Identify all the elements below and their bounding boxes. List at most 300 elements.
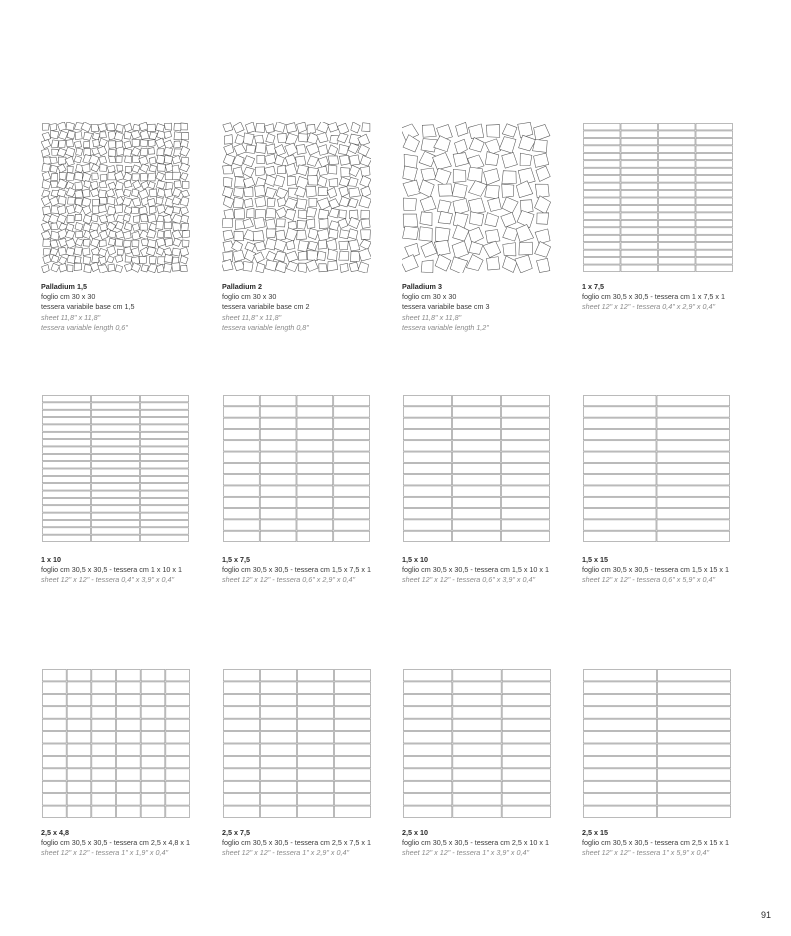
tile: [404, 694, 452, 705]
tile: [261, 732, 297, 743]
tile: [57, 214, 66, 223]
page-number: 91: [761, 910, 772, 920]
tile: [166, 732, 190, 743]
tile: [180, 256, 188, 264]
tile: [351, 252, 360, 262]
tile: [84, 132, 93, 140]
tile: [318, 145, 328, 156]
tile: [298, 732, 334, 743]
tile: [297, 475, 333, 485]
tile: [92, 670, 116, 681]
tile: [43, 670, 67, 681]
tile: [308, 241, 318, 251]
tile: [115, 255, 123, 263]
tile: [432, 152, 451, 169]
tile: [92, 520, 140, 526]
tile: [224, 719, 260, 730]
tile: [334, 407, 370, 417]
tile: [452, 241, 468, 259]
tile: [499, 137, 516, 154]
tile: [76, 231, 83, 238]
tile: [99, 181, 107, 188]
tile: [584, 441, 657, 451]
tile: [453, 794, 501, 805]
tile: [100, 174, 107, 181]
tile: [297, 520, 333, 530]
tile: [306, 219, 315, 229]
product-title: 2,5 x 15: [582, 828, 608, 837]
tile: [131, 130, 141, 139]
tile: [141, 528, 189, 534]
tile: [419, 180, 434, 198]
tile: [621, 228, 658, 234]
tile: [92, 254, 100, 262]
tile: [621, 205, 658, 211]
tile: [318, 240, 327, 249]
tile: [298, 251, 307, 260]
tile: [621, 176, 658, 182]
sheet-spec-en: sheet 12" x 12" - tessera 0,4" x 2,9" x 0,4": [582, 302, 716, 312]
tile: [450, 257, 468, 273]
sheet-spec-it: foglio cm 30 x 30: [222, 292, 277, 302]
tile: [124, 141, 132, 149]
tile: [584, 168, 621, 174]
tile: [180, 207, 188, 215]
product-caption: [41, 555, 231, 586]
tile: [421, 168, 436, 181]
tile: [584, 486, 657, 496]
tile: [696, 213, 733, 219]
tile: [267, 198, 275, 206]
tile: [584, 756, 657, 767]
tile: [453, 781, 501, 792]
tile: [298, 794, 334, 805]
tile: [453, 682, 501, 693]
tile: [91, 124, 98, 131]
tile: [584, 732, 657, 743]
sheet-spec-it: foglio cm 30,5 x 30,5 - tessera cm 2,5 x 7,5 x 1: [222, 838, 372, 848]
tile: [621, 168, 658, 174]
tile: [339, 144, 349, 154]
tile: [453, 407, 501, 417]
tile: [156, 247, 164, 255]
tile: [107, 246, 116, 256]
tile: [82, 164, 90, 173]
tile: [438, 184, 453, 196]
tile: [260, 486, 296, 496]
tile: [502, 694, 550, 705]
tile: [75, 214, 82, 220]
tile: [43, 469, 91, 475]
tile: [696, 235, 733, 241]
tile: [659, 265, 696, 271]
tile: [117, 682, 141, 693]
tile: [117, 165, 123, 171]
tile: [141, 756, 165, 767]
tile: [659, 198, 696, 204]
tile: [224, 794, 260, 805]
tile-pattern-swatch: [582, 394, 731, 543]
tile: [223, 187, 234, 198]
tile: [90, 223, 99, 231]
tile: [253, 231, 264, 241]
tile: [58, 229, 67, 239]
tile: [335, 756, 371, 767]
tile: [174, 141, 181, 148]
tile: [466, 255, 483, 271]
tile: [165, 230, 172, 238]
tile: [453, 418, 501, 428]
tile: [75, 182, 83, 190]
tile: [266, 229, 276, 238]
tile: [260, 429, 296, 439]
tile: [131, 248, 139, 257]
tile: [274, 175, 285, 187]
tile: [157, 164, 165, 172]
tile: [341, 168, 350, 177]
tile: [117, 806, 141, 817]
tile: [50, 165, 57, 172]
tile: [108, 172, 116, 180]
tile: [286, 251, 298, 262]
tile: [43, 239, 51, 247]
tile: [156, 180, 165, 189]
product-title: 1,5 x 10: [402, 555, 428, 564]
tile: [435, 254, 451, 271]
tile-pattern-swatch: [222, 394, 371, 543]
product-2-5x15: [582, 668, 762, 858]
tile: [43, 206, 51, 215]
tile: [452, 183, 467, 198]
tile: [334, 396, 370, 406]
tile: [141, 719, 165, 730]
tile: [92, 682, 116, 693]
tile: [404, 429, 452, 439]
tile: [74, 263, 82, 271]
tile: [403, 226, 419, 239]
tile: [453, 199, 469, 215]
tile: [502, 452, 550, 462]
product-palladium-2: [222, 122, 402, 332]
tile: [658, 707, 731, 718]
tile: [502, 396, 550, 406]
tile: [132, 240, 139, 247]
tile: [149, 206, 156, 214]
tile: [43, 462, 91, 468]
tile: [117, 732, 141, 743]
tile: [92, 707, 116, 718]
tile: [182, 181, 189, 188]
tile: [141, 694, 165, 705]
tile: [502, 756, 550, 767]
tile: [404, 497, 452, 507]
tile: [67, 265, 73, 272]
tile: [502, 418, 550, 428]
tile: [148, 264, 158, 273]
tile: [584, 429, 657, 439]
tile: [67, 130, 75, 139]
tile: [404, 475, 452, 485]
tile: [42, 171, 51, 180]
tile: [264, 166, 275, 176]
tile: [360, 176, 371, 188]
tile: [117, 719, 141, 730]
tile: [92, 396, 140, 402]
tile: [534, 153, 549, 167]
product-caption: [222, 282, 412, 333]
product-caption: [582, 282, 772, 313]
tile: [157, 257, 165, 265]
tile: [404, 682, 452, 693]
sheet-spec-en: sheet 12" x 12" - tessera 0,4" x 3,9" x 0,4": [41, 575, 175, 585]
tile: [404, 806, 452, 817]
tile: [149, 157, 156, 165]
tile: [99, 138, 107, 147]
product-1x10: [41, 394, 221, 585]
tile: [335, 744, 371, 755]
tile: [99, 215, 108, 223]
tile: [125, 166, 132, 172]
tile: [349, 240, 360, 251]
tile: [82, 206, 91, 215]
tile: [502, 486, 550, 496]
tile: [657, 396, 730, 406]
tile: [100, 132, 107, 138]
tile: [537, 213, 549, 224]
tile: [254, 217, 266, 228]
tile: [584, 475, 657, 485]
tile: [328, 156, 339, 165]
tile: [502, 497, 550, 507]
tile: [453, 509, 501, 519]
tile: [149, 132, 157, 139]
tile: [261, 682, 297, 693]
tile: [502, 744, 550, 755]
tile: [358, 262, 369, 273]
tile: [50, 123, 57, 131]
tile: [584, 235, 621, 241]
tile: [140, 148, 148, 156]
tile: [223, 165, 233, 174]
tile: [108, 149, 116, 156]
tile: [149, 189, 157, 197]
sheet-spec-en: sheet 12" x 12" - tessera 0,6" x 2,9" x 0,4": [222, 575, 356, 585]
tile: [328, 249, 338, 260]
tile: [584, 694, 657, 705]
tile: [173, 207, 181, 214]
tile: [166, 719, 190, 730]
tile: [584, 682, 657, 693]
tile: [141, 425, 189, 431]
tile: [83, 239, 90, 246]
tile: [584, 250, 621, 256]
tile: [277, 133, 286, 142]
tile: [317, 251, 326, 261]
tile: [141, 491, 189, 497]
tile: [483, 241, 501, 258]
tile: [659, 168, 696, 174]
tile: [502, 719, 550, 730]
tile: [165, 238, 173, 247]
product-caption: [222, 555, 412, 586]
tile: [91, 214, 98, 222]
tile: [335, 670, 371, 681]
tile: [166, 707, 190, 718]
tile: [453, 744, 501, 755]
tile: [328, 145, 338, 156]
tile: [403, 166, 418, 181]
sheet-spec-en: sheet 12" x 12" - tessera 1" x 5,9" x 0,4": [582, 848, 710, 858]
product-2-5x7-5: [222, 668, 402, 858]
tile: [166, 744, 190, 755]
tile: [92, 418, 140, 424]
tile: [43, 425, 91, 431]
tile: [224, 407, 260, 417]
tile: [140, 173, 147, 181]
tile: [335, 794, 371, 805]
tile: [328, 122, 339, 132]
tile: [658, 781, 731, 792]
tile: [83, 256, 91, 264]
tile: [43, 491, 91, 497]
tile-spec-en: tessera variable length 0,6": [41, 322, 128, 332]
tile: [453, 707, 501, 718]
tile: [83, 215, 92, 224]
tile: [234, 188, 244, 198]
tile: [404, 407, 452, 417]
tile: [584, 138, 621, 144]
tile: [403, 180, 420, 196]
tile: [318, 157, 328, 168]
tile-pattern-swatch: [41, 394, 190, 543]
tile: [359, 195, 371, 208]
tile: [453, 719, 501, 730]
tile: [657, 520, 730, 530]
tile: [139, 256, 147, 264]
tile: [67, 256, 75, 264]
tile: [404, 486, 452, 496]
tile: [307, 133, 318, 144]
tile: [66, 248, 75, 257]
tile: [468, 167, 483, 182]
tile: [503, 243, 516, 256]
tile: [75, 172, 83, 180]
tile: [453, 396, 501, 406]
tile: [339, 155, 349, 165]
tile: [141, 732, 165, 743]
tile: [43, 513, 91, 519]
tile: [140, 206, 148, 214]
tile: [260, 497, 296, 507]
tile: [174, 181, 181, 188]
tile: [696, 191, 733, 197]
tile: [307, 176, 318, 186]
tile: [328, 165, 336, 174]
tile: [181, 223, 189, 230]
tile: [404, 794, 452, 805]
tile: [334, 486, 370, 496]
tile: [502, 670, 550, 681]
tile: [141, 418, 189, 424]
tile: [276, 188, 288, 200]
tile: [404, 509, 452, 519]
product-palladium-3: [402, 122, 582, 332]
tile: [99, 240, 106, 247]
tile: [141, 513, 189, 519]
tile: [100, 197, 107, 204]
tile: [49, 214, 59, 224]
tile: [501, 212, 516, 227]
tile: [43, 794, 67, 805]
sheet-spec-it: foglio cm 30,5 x 30,5 - tessera cm 2,5 x 10 x 1: [402, 838, 550, 848]
tile: [224, 396, 260, 406]
tile: [659, 228, 696, 234]
tile: [534, 125, 550, 141]
tile: [224, 670, 260, 681]
tile: [298, 806, 334, 817]
tile: [657, 509, 730, 519]
tile: [82, 189, 90, 197]
tile-pattern-swatch: [582, 668, 732, 819]
tile: [420, 196, 436, 211]
tile: [659, 205, 696, 211]
tile: [329, 208, 340, 217]
tile: [172, 257, 178, 263]
tile: [84, 148, 91, 155]
tile: [536, 166, 550, 181]
tile: [224, 475, 260, 485]
tile: [453, 497, 501, 507]
product-title: Palladium 3: [402, 282, 442, 291]
tile: [224, 497, 260, 507]
tile: [141, 476, 189, 482]
tile: [65, 156, 74, 166]
tile: [621, 243, 658, 249]
tile: [141, 794, 165, 805]
tile: [297, 230, 307, 239]
tile: [92, 440, 140, 446]
tile: [261, 707, 297, 718]
tile: [657, 475, 730, 485]
product-title: 2,5 x 4,8: [41, 828, 69, 837]
tile: [43, 707, 67, 718]
sheet-spec-it: foglio cm 30,5 x 30,5 - tessera cm 1 x 7,5 x 1: [582, 292, 726, 302]
tile: [224, 418, 260, 428]
tile: [696, 228, 733, 234]
tile: [454, 139, 467, 154]
tile: [92, 535, 140, 541]
tile: [404, 756, 452, 767]
tile: [334, 520, 370, 530]
tile: [453, 520, 501, 530]
tile: [141, 410, 189, 416]
tile: [621, 161, 658, 167]
tile: [43, 249, 50, 256]
tile: [182, 240, 189, 247]
tile: [67, 719, 91, 730]
tile: [696, 138, 733, 144]
tile: [43, 719, 67, 730]
tile: [584, 781, 657, 792]
tile: [261, 694, 297, 705]
tile: [108, 141, 116, 149]
tile: [141, 469, 189, 475]
tile: [43, 506, 91, 512]
tile: [141, 769, 165, 780]
tile: [117, 249, 124, 255]
tile: [255, 241, 266, 251]
tile-pattern-swatch: [222, 122, 371, 273]
